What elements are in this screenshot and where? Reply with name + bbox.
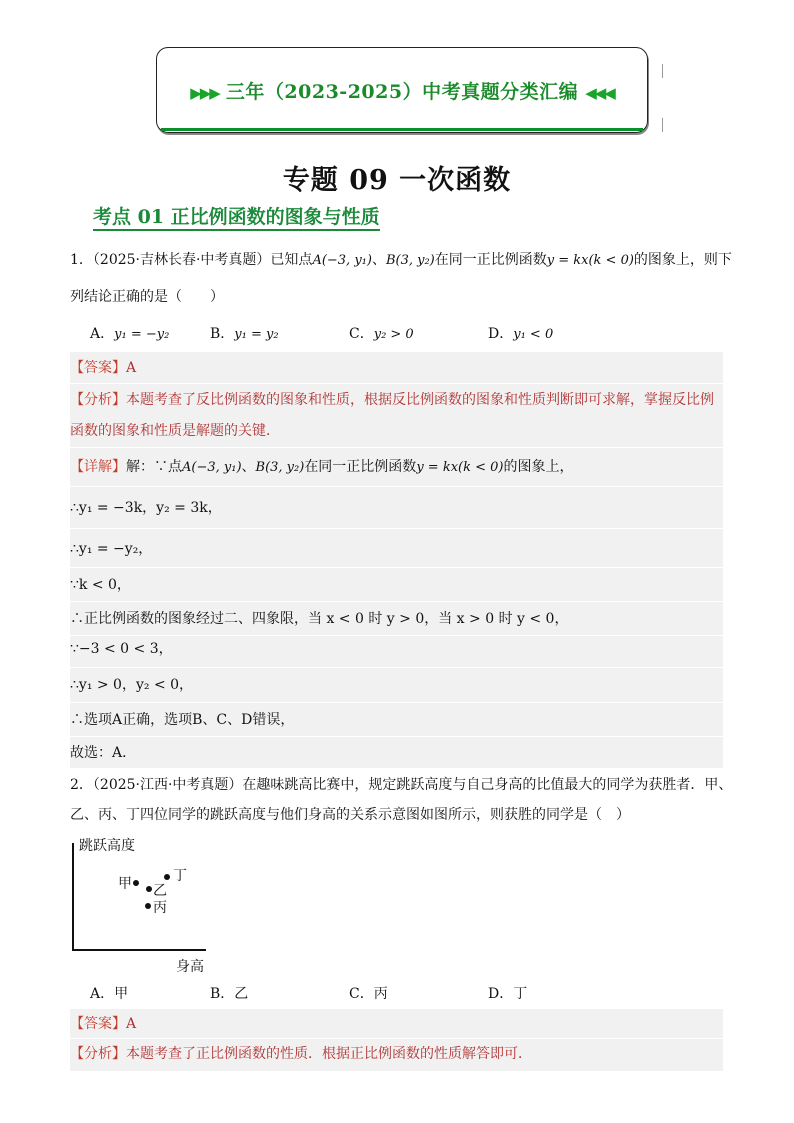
q1-step: ∴y₁ = −y₂， <box>70 541 153 557</box>
x-axis <box>72 949 206 951</box>
function-expr: y = kx(k < 0) <box>546 253 634 268</box>
banner-tick <box>662 64 663 78</box>
point-label-jia: 甲 <box>118 876 132 892</box>
q1-step: ∴y₁ = −3k，y₂ = 3k， <box>70 500 222 516</box>
q2-option-d: D．丁 <box>488 986 528 1002</box>
q1-analysis-line2: 函数的图象和性质是解题的关键． <box>70 423 280 439</box>
x-axis-label: 身高 <box>176 959 204 975</box>
q1-option-c: C．y₂ > 0 <box>349 326 414 342</box>
page-title: 专题 09 一次函数 <box>282 165 512 196</box>
q1-step: 故选：A． <box>70 745 137 761</box>
banner-title <box>190 77 614 104</box>
q1-step: ∴y₁ > 0，y₂ < 0， <box>70 677 194 693</box>
point-a: A(−3, y₁) <box>312 253 372 268</box>
point-jia <box>133 880 139 886</box>
left-arrows-icon: ◀◀◀ <box>585 83 614 102</box>
q1-stem-line2: 列结论正确的是（ ） <box>70 289 224 305</box>
point-bing <box>145 903 151 909</box>
y-axis-label: 跳跃高度 <box>79 838 135 854</box>
q1-option-b: B．y₁ = y₂ <box>210 326 279 342</box>
point-label-ding: 丁 <box>173 868 187 884</box>
point-ding <box>164 874 170 880</box>
q2-scatter-diagram <box>72 835 222 975</box>
q1-step: ∴正比例函数的图象经过二、四象限，当 x < 0 时 y > 0，当 x > 0 时 y < 0， <box>70 611 569 627</box>
banner-underline <box>161 128 643 131</box>
point-yi <box>146 886 152 892</box>
q2-option-b: B．乙 <box>210 986 249 1002</box>
q1-step: ∵−3 < 0 < 3， <box>70 641 173 657</box>
right-arrows-icon: ▶▶▶ <box>190 83 219 102</box>
q1-option-d: D．y₁ < 0 <box>488 326 554 342</box>
q2-solution-block <box>70 1009 723 1071</box>
q1-answer: 【答案】A <box>70 360 137 376</box>
q2-stem-line2: 乙、丙、丁四位同学的跳跃高度与他们身高的关系示意图如图所示，则获胜的同学是（ ） <box>70 807 630 823</box>
q1-detail-line1: 【详解】解：∵点A(−3, y₁)、B(3, y₂)在同一正比例函数y = kx(k < 0)的图象上， <box>70 459 574 475</box>
point-b: B(3, y₂) <box>385 253 435 268</box>
point-label-bing: 丙 <box>153 900 167 916</box>
q1-step: ∴选项A正确，选项B、C、D错误， <box>70 712 295 728</box>
q1-option-a: A．y₁ = −y₂ <box>90 326 170 342</box>
q1-solution-block <box>70 352 723 768</box>
q1-step: ∵k < 0， <box>70 577 131 593</box>
banner-tick <box>662 118 663 132</box>
header-banner <box>156 47 648 133</box>
banner-text: 三年（2023-2025）中考真题分类汇编 <box>225 80 579 103</box>
point-label-yi: 乙 <box>153 883 167 899</box>
q2-option-a: A．甲 <box>90 986 129 1002</box>
q2-option-c: C．丙 <box>349 986 388 1002</box>
section-heading: 考点 01 正比例函数的图象与性质 <box>93 206 380 231</box>
y-axis <box>72 843 74 950</box>
q1-stem-line1: 1．（2025·吉林长春·中考真题）已知点A(−3, y₁)、B(3, y₂)在同一正比例函数y = kx(k < 0)的图象上，则下 <box>70 252 732 268</box>
q2-stem-line1: 2．（2025·江西·中考真题）在趣味跳高比赛中，规定跳跃高度与自己身高的比值最大的同学为获胜者．甲、 <box>70 777 733 793</box>
q1-analysis-line1: 【分析】本题考查了反比例函数的图象和性质，根据反比例函数的图象和性质判断即可求解，掌握反比例 <box>70 392 714 408</box>
q2-answer: 【答案】A <box>70 1016 137 1032</box>
q2-analysis-line1: 【分析】本题考查了正比例函数的性质．根据正比例函数的性质解答即可． <box>70 1046 532 1062</box>
